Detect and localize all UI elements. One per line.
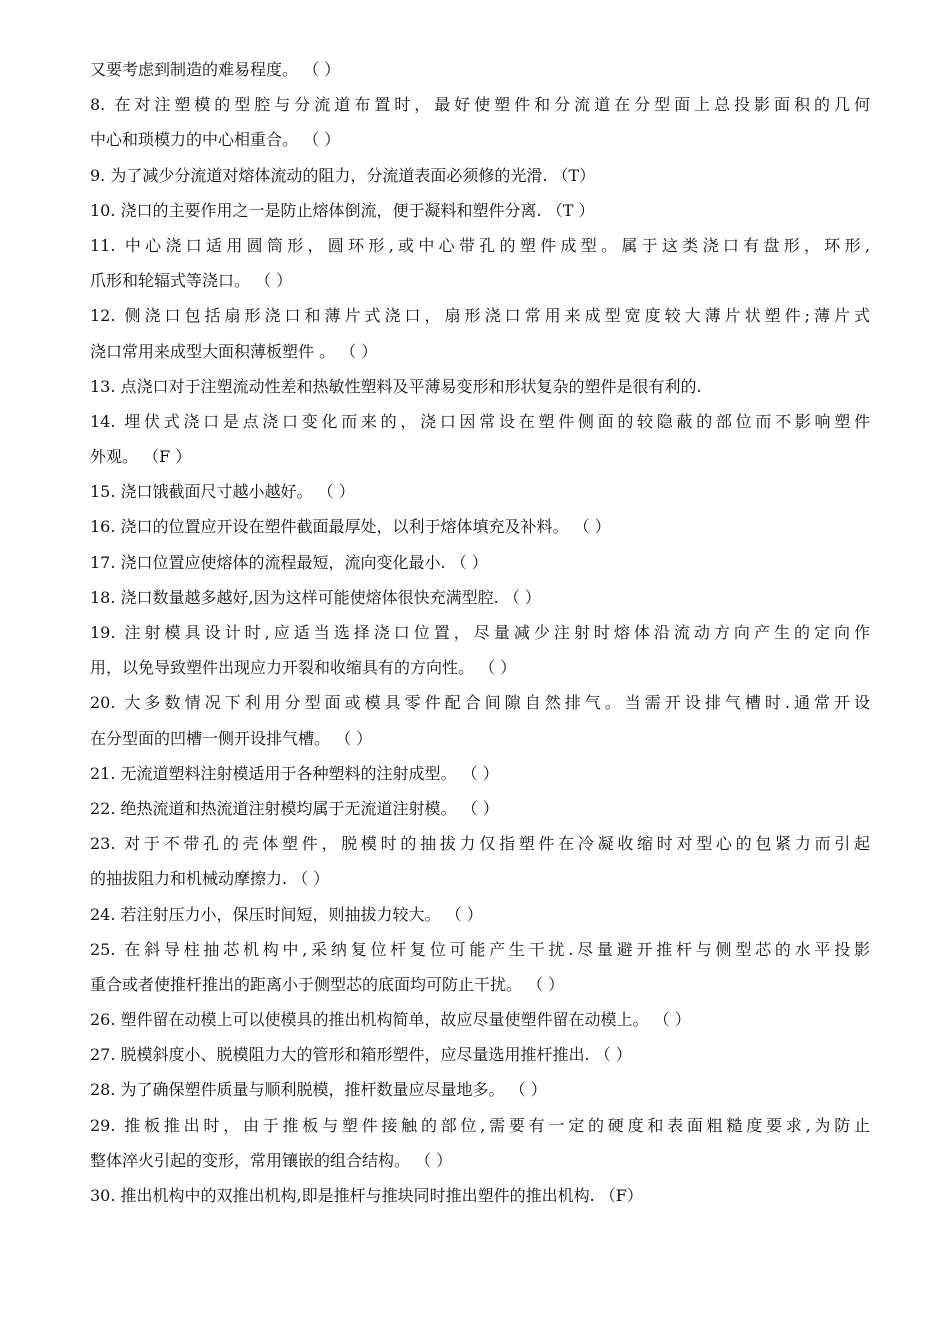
text-line: 又要考虑到制造的难易程度。 （ ） [90, 60, 341, 79]
question-20-line-2: 在分型面的凹槽一侧开设排气槽。 （ ） [90, 728, 373, 748]
question-14-line-2: 外观。 （F ） [90, 447, 192, 467]
question-9: 9. 为了减少分流道对熔体流动的阻力，分流道表面必须修的光滑. （T） [90, 165, 596, 185]
question-25-line-2: 重合或者使推杆推出的距离小于侧型芯的底面均可防止干扰。 （ ） [90, 974, 565, 994]
question-28: 28. 为了确保塑件质量与顺利脱模，推杆数量应尽量地多。 （ ） [90, 1080, 547, 1100]
question-18: 18. 浇口数量越多越好,因为这样可能使熔体很快充满型腔. （ ） [90, 587, 541, 607]
question-12-line-2: 浇口常用来成型大面积薄板塑件 。 （ ） [90, 341, 378, 361]
document-page [90, 52, 870, 1213]
question-13: 13. 点浇口对于注塑流动性差和热敏性塑料及平薄易变形和形状复杂的塑件是很有利的. [90, 376, 702, 396]
question-22: 22. 绝热流道和热流道注射模均属于无流道注射模。 （ ） [90, 798, 499, 818]
question-16: 16. 浇口的位置应开设在塑件截面最厚处，以利于熔体填充及补料。 （ ） [90, 517, 611, 537]
question-29-line-2: 整体淬火引起的变形，常用镶嵌的组合结构。 （ ） [90, 1150, 453, 1170]
question-29-line-1: 29. 推板推出时，由于推板与塑件接触的部位,需要有一定的硬度和表面粗糙度要求,为防止 [90, 1115, 870, 1135]
question-24: 24. 若注射压力小，保压时间短，则抽拔力较大。 （ ） [90, 904, 483, 924]
question-23-line-2: 的抽拔阻力和机械动摩擦力. （ ） [90, 869, 330, 889]
question-23-line-1: 23. 对于不带孔的壳体塑件，脱模时的抽拔力仅指塑件在冷凝收缩时对型心的包紧力而引起 [90, 834, 870, 854]
question-21: 21. 无流道塑料注射模适用于各种塑料的注射成型。 （ ） [90, 763, 499, 783]
question-14-line-1: 14. 埋伏式浇口是点浇口变化而来的，浇口因常设在塑件侧面的较隐蔽的部位而不影响塑件 [90, 411, 870, 431]
question-12-line-1: 12. 侧浇口包括扇形浇口和薄片式浇口，扇形浇口常用来成型宽度较大薄片状塑件;薄片式 [90, 306, 870, 326]
question-26: 26. 塑件留在动模上可以使模具的推出机构简单，故应尽量使塑件留在动模上。 （ ） [90, 1010, 691, 1030]
question-30: 30. 推出机构中的双推出机构,即是推杆与推块同时推出塑件的推出机构. （F） [90, 1186, 643, 1205]
question-27: 27. 脱模斜度小、脱模阻力大的管形和箱形塑件，应尽量选用推杆推出. （ ） [90, 1045, 632, 1065]
question-8-line-2: 中心和琐模力的中心相重合。 （ ） [90, 130, 341, 150]
question-19-line-1: 19. 注射模具设计时,应适当选择浇口位置，尽量减少注射时熔体沿流动方向产生的定向作 [90, 623, 870, 642]
question-25-line-1: 25. 在斜导柱抽芯机构中,采纳复位杆复位可能产生干扰.尽量避开推杆与侧型芯的水平投影 [90, 939, 870, 959]
question-11-line-2: 爪形和轮辐式等浇口。 （ ） [90, 271, 293, 291]
question-20-line-1: 20. 大多数情况下利用分型面或模具零件配合间隙自然排气。当需开设排气槽时.通常开设 [90, 693, 870, 713]
question-11-line-1: 11. 中心浇口适用圆筒形，圆环形,或中心带孔的塑件成型。属于这类浇口有盘形，环形, [90, 235, 870, 255]
question-19-line-2: 用，以免导致塑件出现应力开裂和收缩具有的方向性。 （ ） [90, 658, 517, 678]
question-15: 15. 浇口饿截面尺寸越小越好。 （ ） [90, 482, 355, 502]
question-10: 10. 浇口的主要作用之一是防止熔体倒流，便于凝料和塑件分离. （T ） [90, 200, 595, 220]
question-17: 17. 浇口位置应使熔体的流程最短，流向变化最小. （ ） [90, 552, 488, 572]
question-8-line-1: 8. 在对注塑模的型腔与分流道布置时，最好使塑件和分流道在分型面上总投影面积的几何 [90, 95, 870, 115]
